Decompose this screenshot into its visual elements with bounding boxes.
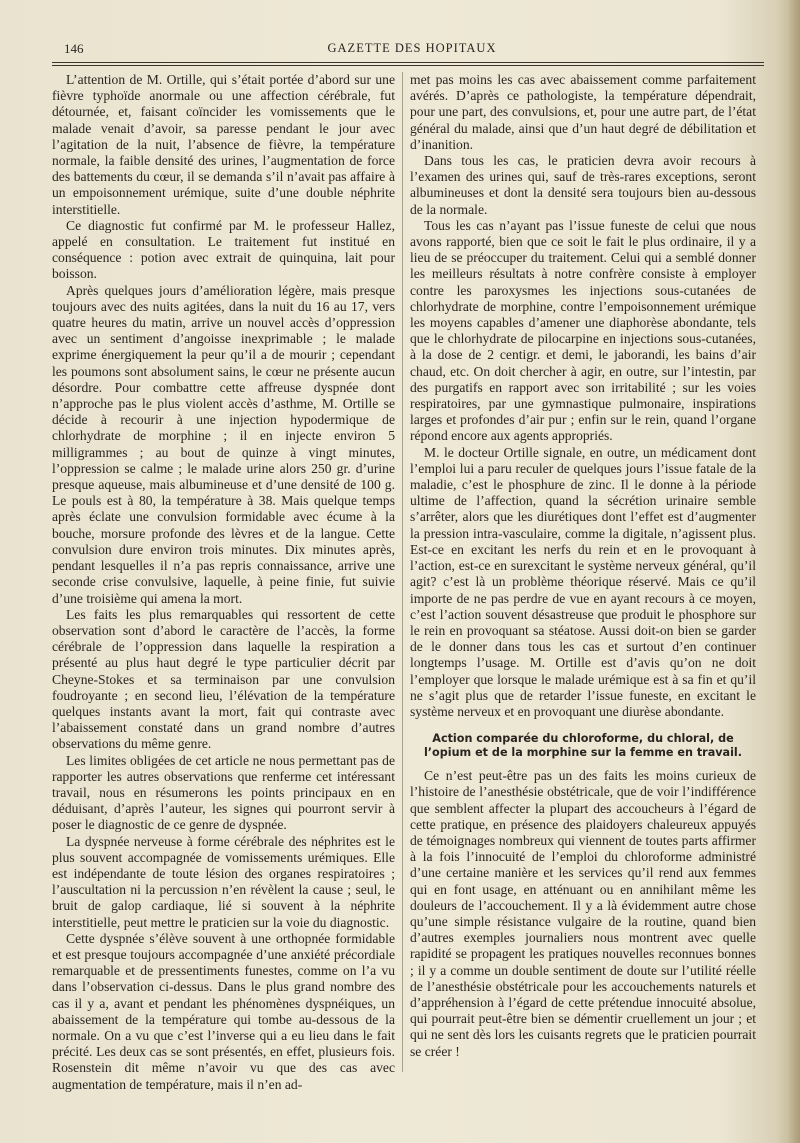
left-column [52,72,395,1093]
paragraph: Les faits les plus remarquables qui ressortent de cette observation sont d’abord le caractère de l’accès, la forme cérébrale de l’oppression dans laquelle la respiration a présenté au plus haut degré le type particulier décrit par Cheyne-Stokes et sa terminaison par une convulsion foudroyante ; en second lieu, l’élévation de la température quelques instants avant la mort, fait qui contraste avec l’abaissement constaté dans un grand nombre d’autres observations du même genre. [52,606,395,752]
paragraph: Cette dyspnée s’élève souvent à une orthopnée formidable et est presque toujours accompagnée d’une anxiété précordiale remarquable et de pressentiments funestes, comme on l’a vu dans l’observation ci-dessus. Dans le plus grand nombre des cas il y a, avant et pendant les phénomènes dyspnéiques, un abaissement de la température qui tombe au-dessous de la normale. On a vu que c’est l’inverse qui a eu lieu dans le fait précité. Les deux cas se sont présentés, en effet, plusieurs fois. Rosenstein dit même n’avoir vu que des cas avec augmentation de température, mais il n’en ad- [52,930,395,1092]
paragraph: Ce n’est peut-être pas un des faits les moins curieux de l’histoire de l’anesthésie obstétricale, que de voir l’indifférence que semblent affecter la plupart des accoucheurs à l’égard de cette pratique, en présence des plaidoyers chaleureux appuyés de témoignages nombreux qui viennent de toutes parts affirmer à la fois l’innocuité de l’emploi du chloroforme administré d’une certaine manière et les services qu’il rend aux femmes qui en font usage, en atténuant ou en annihilant même les douleurs de l’accouchement. Il y a là évidemment autre chose qu’une simple résistance vulgaire de la routine, quand bien d’autres exemples journaliers nous montrent avec quelle rapidité se propagent les pratiques nouvelles reconnues bonnes ; il y a comme un double sentiment de doute sur l’utilité réelle de l’anesthésie obstétricale pour les accouchements naturels et d’appréhension à l’égard de cette prétendue innocuité absolue, qui pourrait peut-être bien se démentir cruellement un jour ; et qui ne sent dès lors les cuisants regrets que le praticien pourrait se créer ! [410,768,756,1059]
right-column [410,72,756,1060]
paragraph: Ce diagnostic fut confirmé par M. le professeur Hallez, appelé en consultation. Le traitement fut institué en conséquence : potion avec extrait de quinquina, lait pour boisson. [52,217,395,282]
paragraph: L’attention de M. Ortille, qui s’était portée d’abord sur une fièvre typhoïde anormale ou une affection cérébrale, fut détournée, et, faisant coïncider les vomissements que le malade venait d’avoir, sa paresse pendant le jour avec l’agitation de la nuit, l’absence de fièvre, la température normale, la faible densité des urines, l’augmentation de force des battements du cœur, il se demanda s’il n’avait pas affaire à un empoisonnement urémique, suite d’une double néphrite interstitielle. [52,72,395,217]
column-divider [402,72,403,1072]
page-header [62,38,762,60]
header-rule-double [52,65,764,66]
paragraph: La dyspnée nerveuse à forme cérébrale des néphrites est le plus souvent accompagnée de vomissements urémiques. Elle est indépendante de toute lésion des organes respiratoires ; l’auscultation ni la percussion n’en révèlent la cause ; seul, le bruit de galop cardiaque, lié si souvent à la néphrite interstitielle, peut mettre le praticien sur la voie du diagnostic. [52,833,395,930]
paragraph: Les limites obligées de cet article ne nous permettant pas de rapporter les autres observations que renferme cet intéressant travail, nous en résumerons les points principaux en en déduisant, d’après l’auteur, les signes qui pourront servir à poser le diagnostic de ce genre de dyspnée. [52,752,395,833]
paragraph: Après quelques jours d’amélioration légère, mais presque toujours avec des nuits agitées, dans la nuit du 16 au 17, vers quatre heures du matin, arrive un nouvel accès d’oppression avec un sentiment d’angoisse inexprimable ; le malade exprime énergiquement la peur qu’il a de mourir ; cependant les poumons sont absolument sains, le cœur ne présente aucun désordre. Pour combattre cette affreuse dyspnée dont n’approche pas le plus violent accès d’asthme, M. Ortille se décide à recourir à une injection hypodermique de chlorhydrate de morphine ; il en injecte environ 5 milligrammes ; au bout de quinze à vingt minutes, l’oppression se calme ; le malade urine alors 250 gr. d’urine presque aqueuse, mais albumineuse et d’une densité de 100 g. Le pouls est à 80, la température à 38. Mais quelque temps après éclate une convulsion formidable avec écume à la bouche, morsure profonde des lèvres et de la langue. Cette convulsion dure environ trois minutes. Dix minutes après, pendant lesquelles il n’a pas repris connaissance, arrive une seconde crise convulsive, laquelle, à peine finie, fut suivie d’une troisième qui amena la mort. [52,282,395,606]
page-edge [786,0,800,1143]
paragraph: Tous les cas n’ayant pas l’issue funeste de celui que nous avons rapporté, bien que ce soit le fait le plus ordinaire, il y a lieu de se préoccuper du traitement. Celui qui a semblé donner les meilleurs résultats à notre confrère consiste à employer contre les paroxysmes les injections sous-cutanées de chlorhydrate de morphine, contre l’empoisonnement urémique les moyens capables d’amener une diaphorèse abondante, tels que le chlorhydrate de pilocarpine en injections sous-cutanées, à la dose de 2 centigr. et demi, le jaborandi, les bains d’air chaud, etc. On doit chercher à agir, en outre, sur l’intestin, par des purgatifs en rapport avec son irritabilité ; sur les voies respiratoires, par une gymnastique pulmonaire, inspirations larges et profondes d’air pur ; enfin sur le rein, quand l’organe répond encore aux agents appropriés. [410,217,756,444]
header-rule [52,62,764,63]
section-title: Action comparée du chloroforme, du chloral, de l’opium et de la morphine sur la femme en travail. [423,732,743,760]
journal-title: GAZETTE DES HOPITAUX [327,41,497,55]
paragraph: met pas moins les cas avec abaissement comme parfaitement avérés. D’après ce pathologiste, la température dépendrait, pour une part, des convulsions, et, pour une autre part, de l’état général du malade, ainsi que d’un haut degré de débilitation et d’inanition. [410,72,756,152]
page-number: 146 [64,41,84,56]
paragraph: Dans tous les cas, le praticien devra avoir recours à l’examen des urines qui, sauf de très-rares exceptions, seront albumineuses et dont la densité sera toujours bien au-dessous de la normale. [410,153,756,217]
paragraph: M. le docteur Ortille signale, en outre, un médicament dont l’emploi lui a paru reculer de quelques jours l’issue fatale de la maladie, c’est le phosphure de zinc. Il le donne à la période ultime de l’affection, quand la sécrétion urinaire semble s’arrêter, alors que les diurétiques dont l’effet est d’augmenter la pression intra-vasculaire, comme la digitale, n’agissent plus. Est-ce en excitant les nerfs du rein et en le provoquant à l’action, est-ce en surexcitant le système nerveux général, qu’il agit? c’est là un problème théorique réservé. Mais ce qu’il importe de ne pas perdre de vue en ayant recours à ce moyen, c’est l’action souvent désastreuse que produit le phosphore sur le rein en provoquant sa stéatose. Aussi doit-on bien se garder de le donner dans tous les cas et surtout d’en continuer longtemps l’usage. M. Ortille est d’avis qu’on ne doit l’employer que lorsque le malade urémique est à sa fin et qu’il ne s’agit plus que de retarder l’issue funeste, en excitant le système nerveux et en provoquant une diurèse abondante. [410,444,756,719]
